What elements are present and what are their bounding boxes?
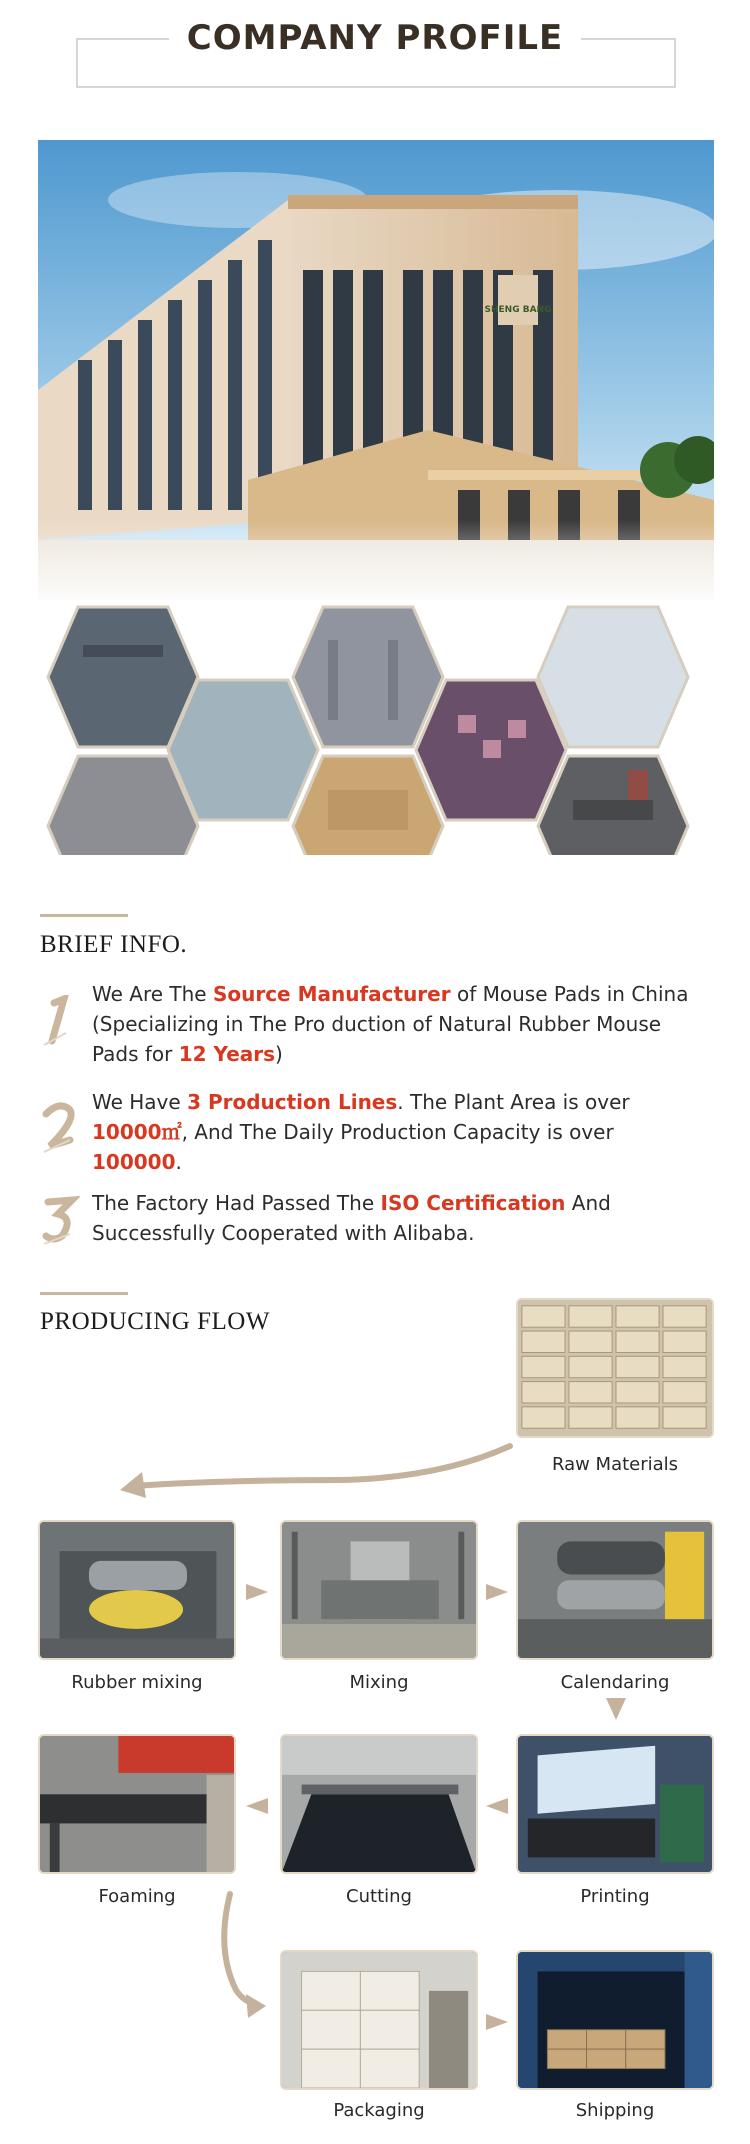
brief-item-3-text-a: The Factory Had Passed The [92, 1191, 381, 1215]
brief-title-rule [40, 914, 128, 917]
raw-materials-caption: Raw Materials [551, 1454, 679, 1475]
packaging-photo [280, 1950, 478, 2090]
mixing-caption: Mixing [349, 1672, 409, 1693]
brief-item-3-highlight-a: ISO Certification [380, 1191, 566, 1215]
building-sign-text: SHENG BANG [484, 305, 552, 315]
curved-arrow-down-icon [212, 1890, 272, 2020]
brief-item-2-highlight-b: 10000㎡ [92, 1120, 182, 1144]
flow-title-rule [40, 1292, 128, 1295]
shipping-caption: Shipping [575, 2100, 655, 2121]
arrow-left-icon [484, 1794, 510, 1818]
foaming-caption: Foaming [98, 1886, 176, 1907]
number-2-icon [40, 1100, 80, 1156]
arrow-right-icon [484, 2010, 510, 2034]
brief-item-2 [92, 1087, 692, 1177]
brief-item-2-text-a: We Have [92, 1090, 188, 1114]
arrow-down-icon [604, 1694, 628, 1722]
brief-item-2-text-b: . The Plant Area is over [397, 1090, 630, 1114]
calendaring-caption: Calendaring [560, 1672, 670, 1693]
brief-item-1-highlight-b: 12 Years [178, 1042, 276, 1066]
cutting-photo [280, 1734, 478, 1874]
shipping-photo [516, 1950, 714, 2090]
number-3-icon [40, 1192, 80, 1248]
brief-item-1-text-c: ) [275, 1042, 283, 1066]
brief-item-1 [92, 979, 692, 1069]
arrow-right-icon [244, 1580, 270, 1604]
mixing-photo [280, 1520, 478, 1660]
raw-materials-photo [516, 1298, 714, 1438]
packaging-caption: Packaging [333, 2100, 425, 2121]
brief-item-2-highlight-c: 100000 [92, 1150, 176, 1174]
brief-title: BRIEF INFO. [40, 931, 188, 958]
brief-item-1-highlight-a: Source Manufacturer [212, 982, 451, 1006]
curved-arrow-icon [110, 1438, 520, 1508]
rubber-mixing-photo [38, 1520, 236, 1660]
foaming-photo [38, 1734, 236, 1874]
brief-item-2-highlight-a: 3 Production Lines [187, 1090, 398, 1114]
calendaring-photo [516, 1520, 714, 1660]
arrow-left-icon [244, 1794, 270, 1818]
brief-item-2-text-c: , And The Daily Production Capacity is over [181, 1120, 614, 1144]
printing-photo [516, 1734, 714, 1874]
factory-hero-image [38, 140, 714, 855]
brief-item-3-text-b: And Successfully Cooperated with Alibaba. [92, 1191, 611, 1245]
arrow-right-icon [484, 1580, 510, 1604]
brief-item-3 [92, 1188, 692, 1248]
printing-caption: Printing [580, 1886, 650, 1907]
brief-item-1-text-a: We Are The [92, 982, 213, 1006]
cutting-caption: Cutting [346, 1886, 412, 1907]
flow-title: PRODUCING FLOW [40, 1308, 270, 1335]
brief-item-2-text-d: . [175, 1150, 182, 1174]
brief-item-1-text-b: of Mouse Pads in China (Specializing in The Pro duction of Natural Rubber Mouse Pads for [92, 982, 689, 1066]
number-1-icon [40, 995, 80, 1051]
page-title: COMPANY PROFILE [169, 18, 581, 58]
rubber-mixing-caption: Rubber mixing [71, 1672, 203, 1693]
page-title-wrap [0, 18, 750, 58]
